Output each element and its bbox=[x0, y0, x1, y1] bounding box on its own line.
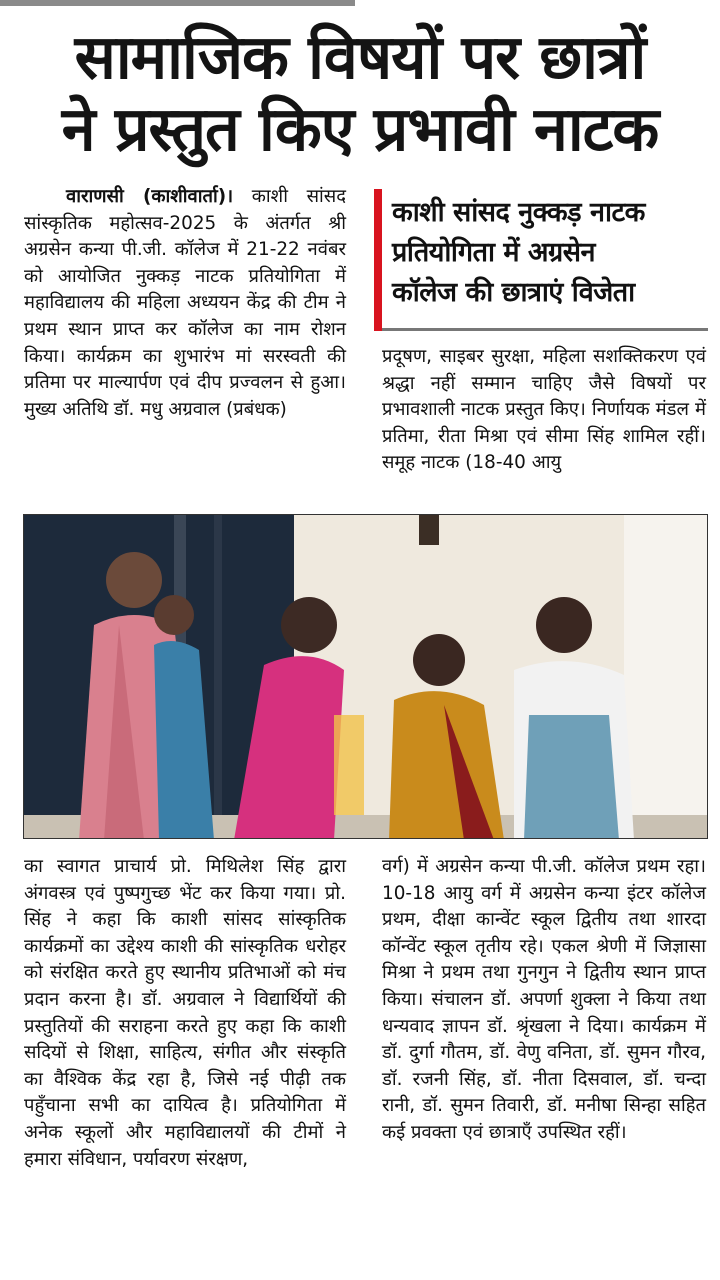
body-text: काशी सांसद सांस्कृतिक महोत्सव-2025 के अंतर्गत श्री अग्रसेन कन्या पी.जी. कॉलेज में 21-22 नवंबर को आयोजित नुक्कड़ नाटक प्रतियोगिता में महाविद्यालय की महिला अध्ययन केंद्र की टीम ने प्रथम स्थान प्राप्त कर कॉलेज का नाम रोशन किया। कार्यक्रम का शुभारंभ मां सरस्वती की प्रतिमा पर माल्यार्पण एवं दीप प्रज्वलन से हुआ। मुख्य अतिथि डॉ. मधु अग्रवाल (प्रबंधक) bbox=[24, 186, 346, 420]
article-column-1-top bbox=[24, 184, 346, 423]
subheadline-rule bbox=[382, 328, 708, 331]
top-rule bbox=[0, 0, 355, 6]
subheadline-line-2: प्रतियोगिता में अग्रसेन bbox=[392, 237, 596, 268]
news-photo bbox=[23, 514, 708, 839]
headline bbox=[10, 22, 710, 166]
headline-line-2: ने प्रस्तुत किए प्रभावी नाटक bbox=[61, 94, 659, 165]
body-text: का स्वागत प्राचार्य प्रो. मिथिलेश सिंह द्वारा अंगवस्त्र एवं पुष्पगुच्छ भेंट कर किया गया। प्रो. सिंह ने कहा कि काशी सांसद सांस्कृतिक कार्यक्रमों का उद्देश्य काशी की सांस्कृतिक धरोहर को संरक्षित करते हुए स्थानीय प्रतिभाओं को मंच प्रदान करना है। डॉ. अग्रवाल ने विद्यार्थियों की प्रस्तुतियों की सराहना करते हुए कहा कि काशी सदियों से शिक्षा, साहित्य, संगीत और संस्कृति का वैश्विक केंद्र रहा है, जिसे नई पीढ़ी तक पहुँचाना सभी का दायित्व है। प्रतियोगिता में अनेक स्कूलों और महाविद्यालयों की टीमों ने हमारा संविधान, पर्यावरण संरक्षण, bbox=[24, 856, 346, 1170]
article-column-1-bottom bbox=[24, 854, 346, 1173]
body-text: प्रदूषण, साइबर सुरक्षा, महिला सशक्तिकरण एवं श्रद्धा नहीं सम्मान चाहिए जैसे विषयों पर प्रभावशाली नाटक प्रस्तुत किए। निर्णायक मंडल में प्रतिमा, रीता मिश्रा एवं सीमा सिंह शामिल रहीं। समूह नाटक (18-40 आयु bbox=[382, 346, 706, 474]
subheadline-line-3: कॉलेज की छात्राएं विजेता bbox=[392, 277, 635, 308]
dateline: वाराणसी (काशीवार्ता)। bbox=[66, 186, 234, 207]
subheadline-line-1: काशी सांसद नुक्कड़ नाटक bbox=[392, 197, 645, 228]
article-column-2-bottom bbox=[382, 854, 706, 1147]
headline-line-1: सामाजिक विषयों पर छात्रों bbox=[74, 22, 646, 93]
subheadline-box bbox=[374, 189, 708, 331]
body-text: वर्ग) में अग्रसेन कन्या पी.जी. कॉलेज प्रथम रहा। 10-18 आयु वर्ग में अग्रसेन कन्या इंटर कॉलेज प्रथम, दीक्षा कान्वेंट स्कूल द्वितीय तथा शारदा कॉन्वेंट स्कूल तृतीय रहे। एकल श्रेणी में जिज्ञासा मिश्रा ने प्रथम तथा गुनगुन ने द्वितीय स्थान प्राप्त किया। संचालन डॉ. अपर्णा शुक्ला ने किया तथा धन्यवाद ज्ञापन डॉ. श्रृंखला ने दिया। कार्यक्रम में डॉ. दुर्गा गौतम, डॉ. वेणु वनिता, डॉ. सुमन गौरव, डॉ. रजनी सिंह, डॉ. नीता दिसवाल, डॉ. चन्दा रानी, डॉ. सुमन तिवारी, डॉ. मनीषा सिन्हा सहित कई प्रवक्ता एवं छात्राएँ उपस्थित रहीं। bbox=[382, 856, 706, 1143]
article-column-2-top bbox=[382, 344, 706, 477]
